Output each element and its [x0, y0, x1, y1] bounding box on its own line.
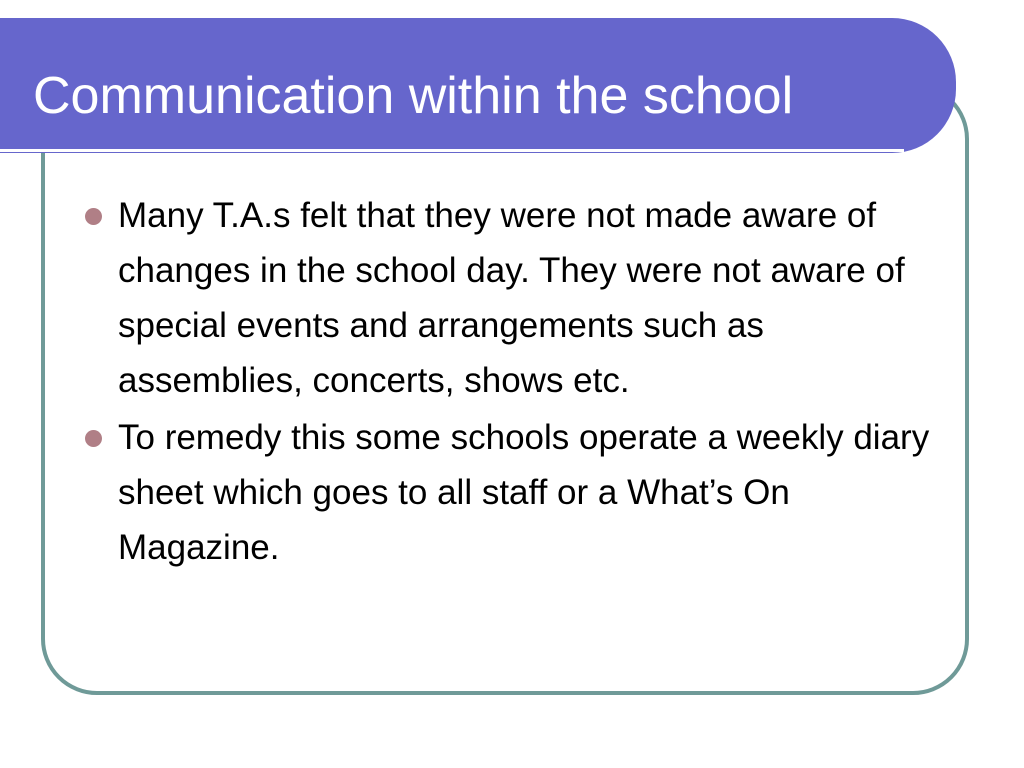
bullet-dot-icon [85, 430, 102, 447]
slide-title: Communication within the school [33, 67, 794, 125]
bullet-text: Many T.A.s felt that they were not made aware of changes in the school day. They were not aware of special events and arrangements such as assemblies, concerts, shows etc. [118, 196, 905, 400]
title-underline [0, 149, 904, 152]
bullet-item [82, 188, 952, 408]
bullet-list [82, 188, 952, 577]
bullet-text: To remedy this some schools operate a weekly diary sheet which goes to all staff or a What’s On Magazine. [118, 418, 930, 567]
bullet-item [82, 410, 952, 575]
title-bar [0, 18, 956, 153]
bullet-dot-icon [85, 208, 102, 225]
